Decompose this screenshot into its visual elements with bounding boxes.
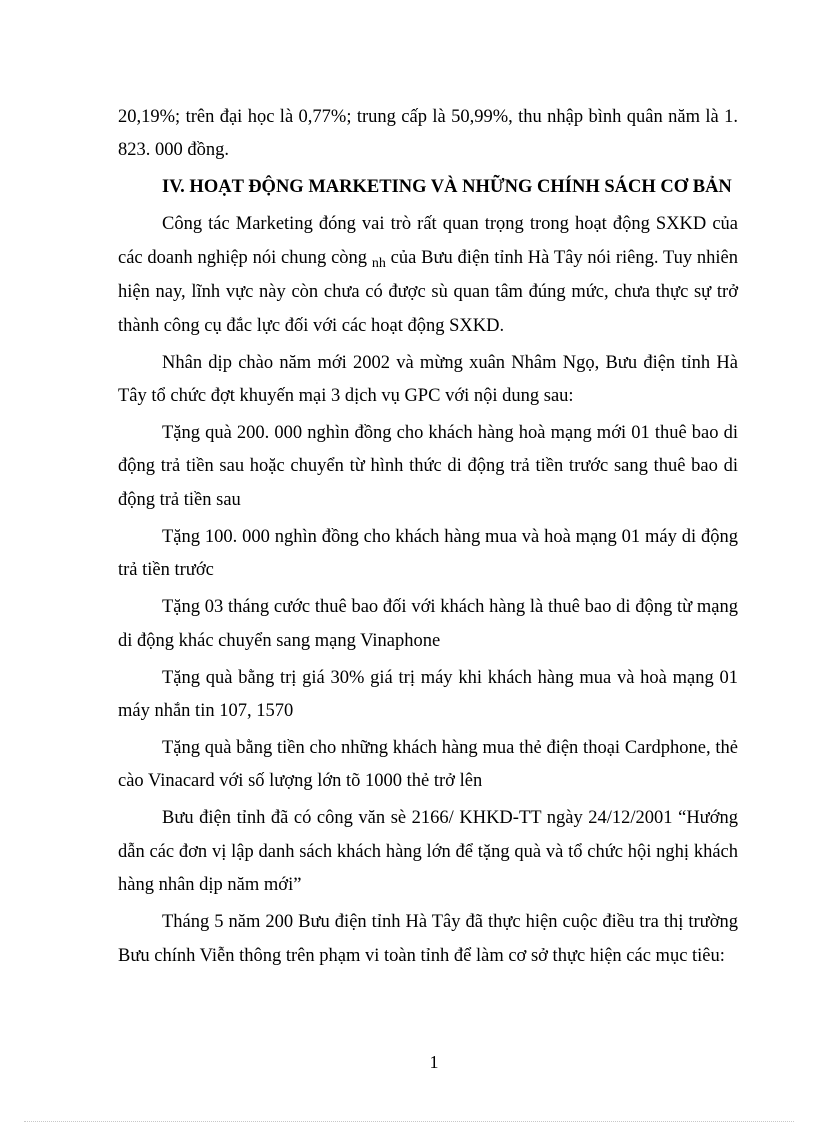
paragraph-pager-gift: Tặng quà bằng trị giá 30% giá trị máy khi khách hàng mua và hoà mạng 01 máy nhắn tin 107, 1570: [118, 667, 738, 722]
paragraph-official-letter: Bưu điện tỉnh đã có công văn sè 2166/ KHKD-TT ngày 24/12/2001 “Hướng dẫn các đơn vị lập danh sách khách hàng lớn để tặng quà và tổ chức hội nghị khách hàng nhân dịp năm mới”: [118, 808, 738, 896]
page-number: 1: [429, 1052, 439, 1072]
paragraph-marketing-role-subscript: nh: [371, 255, 386, 271]
paragraph-marketing-role-part-2: của Bưu điện tỉnh Hà Tây nói riêng. Tuy nhiên hiện nay, lĩnh vực này còn chưa có được sù quan tâm đúng mức, chưa thực sự trở thành công cụ đắc lực đối với các hoạt động SXKD.: [118, 247, 739, 336]
paragraph-gift-postpaid: Tặng quà 200. 000 nghìn đồng cho khách hàng hoà mạng mới 01 thuê bao di động trả tiền sau hoặc chuyển từ hình thức di động trả tiền trước sang thuê bao di động trả tiền sau: [118, 423, 738, 510]
paragraph-market-survey: Tháng 5 năm 200 Bưu điện tỉnh Hà Tây đã thực hiện cuộc điều tra thị trường Bưu chính Viễn thông trên phạm vi toàn tỉnh để làm cơ sở thực hiện các mục tiêu:: [118, 912, 738, 966]
page-bottom-divider: [24, 1121, 794, 1122]
paragraph-marketing-role-part-1: Công tác Marketing đóng vai trò rất quan trọng trong hoạt động SXKD của các doanh nghiệp nói chung còng: [118, 214, 738, 268]
paragraph-subscription-fee: Tặng 03 tháng cước thuê bao đối với khách hàng là thuê bao di động từ mạng di động khác chuyển sang mạng Vinaphone: [118, 597, 738, 651]
paragraph-card-gift: Tặng quà bằng tiền cho những khách hàng mua thẻ điện thoại Cardphone, thẻ cào Vinacard với số lượng lớn tõ 1000 thẻ trở lên: [118, 738, 738, 792]
page-body: [118, 101, 738, 977]
paragraph-marketing-role: [118, 208, 738, 343]
paragraph-gift-prepaid: Tặng 100. 000 nghìn đồng cho khách hàng mua và hoà mạng 01 máy di động trả tiền trước: [118, 526, 738, 581]
section-heading-marketing: IV. HOẠT ĐỘNG MARKETING VÀ NHỮNG CHÍNH SÁCH CƠ BẢN: [162, 177, 732, 198]
paragraph-education-income: 20,19%; trên đại học là 0,77%; trung cấp là 50,99%, thu nhập bình quân năm là 1. 823. 000 đồng.: [118, 107, 738, 161]
paragraph-new-year-promotion: Nhân dịp chào năm mới 2002 và mừng xuân Nhâm Ngọ, Bưu điện tỉnh Hà Tây tổ chức đợt khuyến mại 3 dịch vụ GPC với nội dung sau:: [118, 352, 738, 407]
